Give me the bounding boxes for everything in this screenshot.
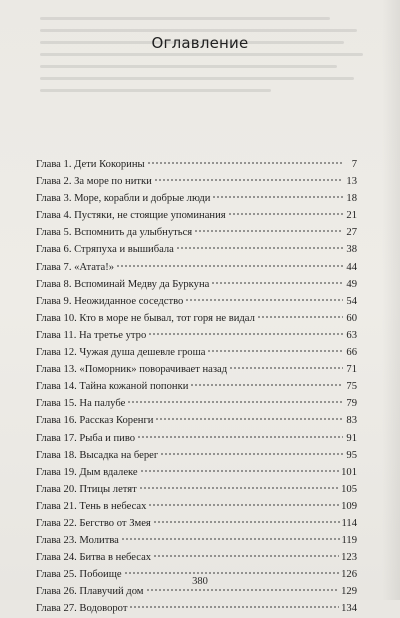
dot-leader [190,383,343,387]
chapter-title: Глава 17. Рыба и пиво [36,432,136,444]
chapter-title: Глава 4. Пустяки, не стоящие упоминания [36,210,226,222]
page-number: 380 [192,576,208,587]
chapter-title: Глава 2. За море по нитки [36,176,152,188]
dot-leader [147,161,343,165]
chapter-page-number: 18 [346,193,357,205]
dot-leader [212,195,343,199]
dot-leader [185,298,343,302]
toc-entry [36,361,357,378]
chapter-page-number: 66 [346,347,357,359]
dot-leader [257,315,343,319]
dot-leader [194,229,343,233]
chapter-page-number: 44 [346,261,357,273]
chapter-title: Глава 5. Вспомнить да улыбнуться [36,227,193,239]
dot-leader [160,452,343,456]
chapter-page-number: 13 [346,176,357,188]
chapter-page-number: 134 [341,603,357,615]
chapter-page-number: 109 [341,500,357,512]
chapter-page-number: 91 [346,432,357,444]
bleed-through-texture [40,8,370,118]
dot-leader [176,246,343,250]
chapter-page-number: 60 [346,312,357,324]
toc-entry [36,378,357,395]
chapter-page-number: 79 [346,398,357,410]
chapter-title: Глава 12. Чужая душа дешевле гроша [36,347,206,359]
chapter-title: Глава 13. «Поморник» поворачивает назад [36,364,228,376]
chapter-title: Глава 26. Плавучий дом [36,586,144,598]
chapter-page-number: 83 [346,415,357,427]
table-of-contents [36,156,357,618]
dot-leader [129,605,339,609]
toc-entry [36,447,357,464]
toc-entry [36,430,357,447]
dot-leader [116,264,343,268]
chapter-page-number: 126 [341,569,357,581]
dot-leader [155,417,343,421]
chapter-page-number: 7 [351,159,357,170]
dot-leader [229,366,343,370]
dot-leader [121,537,340,541]
toc-entry [36,190,357,207]
toc-entry [36,173,357,190]
chapter-title: Глава 24. Битва в небесах [36,552,152,564]
dot-leader [124,571,340,575]
chapter-page-number: 27 [346,227,357,239]
chapter-page-number: 38 [346,244,357,256]
page-edge-shadow [382,0,400,600]
dot-leader [207,349,343,353]
chapter-title: Глава 3. Море, корабли и добрые люди [36,193,211,205]
chapter-title: Глава 11. На третье утро [36,329,147,341]
dot-leader [148,503,339,507]
dot-leader [211,281,343,285]
chapter-page-number: 21 [346,210,357,222]
chapter-page-number: 54 [346,295,357,307]
dot-leader [127,400,343,404]
chapter-title: Глава 19. Дым вдалеке [36,466,138,478]
toc-entry [36,464,357,481]
toc-entry [36,310,357,327]
chapter-page-number: 101 [341,466,357,478]
chapter-page-number: 95 [346,449,357,461]
chapter-title: Глава 18. Высадка на берег [36,449,159,461]
toc-entry [36,259,357,276]
toc-entry [36,224,357,241]
dot-leader [228,212,343,216]
chapter-page-number: 114 [341,517,357,529]
dot-leader [140,469,339,473]
toc-entry [36,344,357,361]
toc-entry [36,276,357,293]
toc-entry [36,600,357,617]
chapter-title: Глава 16. Рассказ Коренги [36,415,154,427]
chapter-title: Глава 9. Неожиданное соседство [36,295,184,307]
chapter-title: Глава 15. На палубе [36,398,126,410]
chapter-title: Глава 1. Дети Кокорины [36,159,145,170]
chapter-title: Глава 6. Стряпуха и вышибала [36,244,174,256]
chapter-page-number: 71 [346,364,357,376]
toc-entry [36,395,357,412]
toc-entry [36,412,357,429]
chapter-title: Глава 8. Вспоминай Медву да Буркуна [36,278,210,290]
dot-leader [139,486,339,490]
chapter-page-number: 123 [341,552,357,564]
toc-entry [36,498,357,515]
chapter-title: Глава 27. Водоворот [36,603,128,615]
toc-entry [36,515,357,532]
dot-leader [148,332,343,336]
toc-entry [36,481,357,498]
toc-entry [36,532,357,549]
chapter-page-number: 129 [341,586,357,598]
chapter-title: Глава 10. Кто в море не бывал, тот горя не видал [36,312,255,324]
chapter-title: Глава 25. Побоище [36,569,122,581]
dot-leader [153,554,339,558]
chapter-title: Глава 23. Молитва [36,535,119,547]
chapter-title: Глава 14. Тайна кожаной попонки [36,381,189,393]
chapter-title: Глава 22. Бегство от Змея [36,517,151,529]
toc-entry [36,549,357,566]
dot-leader [153,520,340,524]
toc-entry [36,327,357,344]
toc-entry [36,293,357,310]
toc-heading: Оглавление [151,34,249,52]
toc-entry [36,241,357,258]
chapter-title: Глава 20. Птицы летят [36,483,137,495]
chapter-page-number: 119 [341,535,357,547]
dot-leader [137,435,343,439]
chapter-page-number: 49 [346,278,357,290]
dot-leader [146,588,340,592]
chapter-page-number: 75 [346,381,357,393]
dot-leader [154,178,343,182]
chapter-title: Глава 7. «Атата!» [36,261,115,273]
chapter-page-number: 63 [346,329,357,341]
chapter-title: Глава 21. Тень в небесах [36,500,147,512]
toc-entry [36,207,357,224]
toc-entry [36,156,357,173]
chapter-page-number: 105 [341,483,357,495]
